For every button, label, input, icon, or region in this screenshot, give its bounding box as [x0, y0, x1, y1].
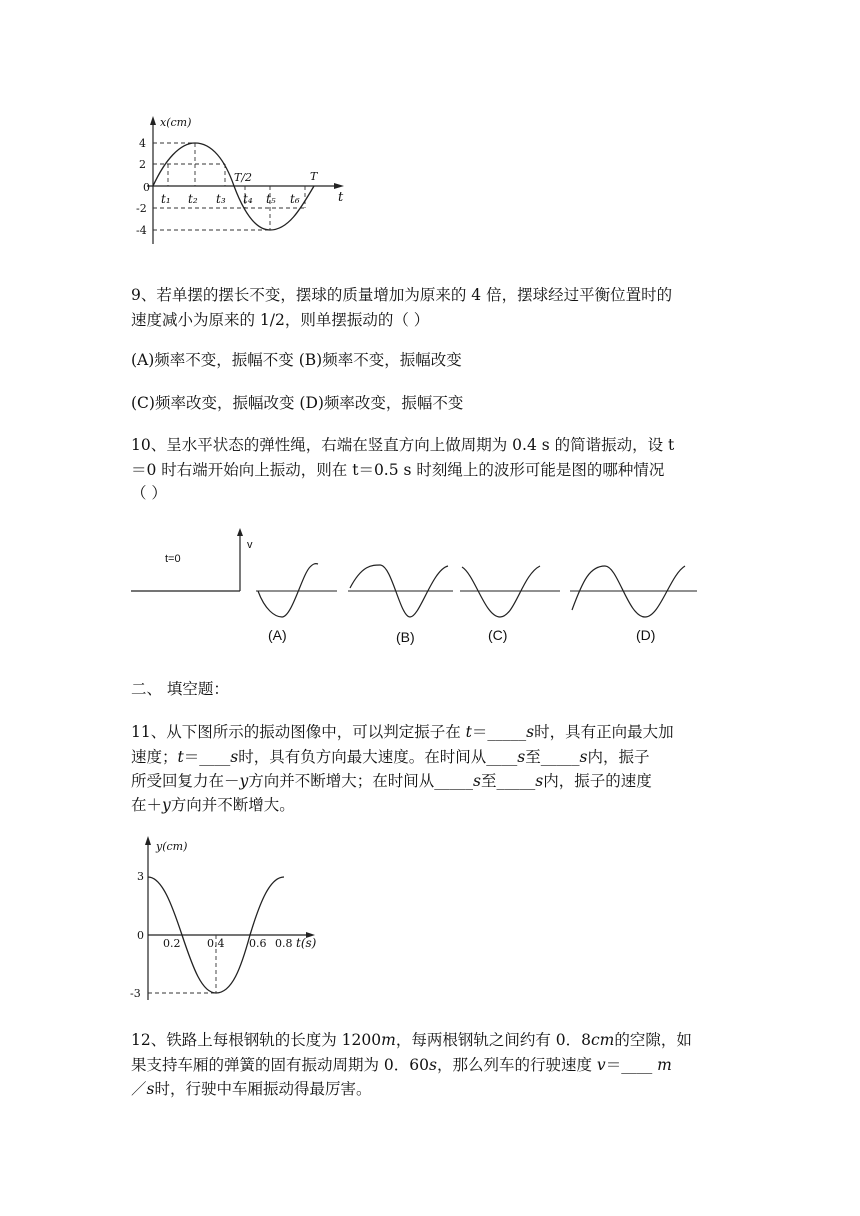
q12-text: 12、铁路上每根钢轨的长度为 1200: [131, 1031, 382, 1049]
q9-option-d: (D)频率改变，振幅不变: [299, 394, 464, 412]
q11-var-t: t: [465, 723, 472, 741]
q11-text: 11、从下图所示的振动图像中，可以判定振子在: [131, 723, 466, 741]
fig1-x-tick: t₄: [243, 192, 253, 206]
q12-text: ／: [131, 1080, 147, 1098]
q12-text: 时，行驶中车厢振动得最厉害。: [154, 1080, 372, 1098]
fig1-x-tick: t₂: [188, 192, 198, 206]
q12-line-1: [131, 1030, 692, 1050]
q11-text: 内，振子的速度: [543, 772, 652, 790]
q9-line-1: 9、若单摆的摆长不变，摆球的质量增加为原来的 4 倍，摆球经过平衡位置时的: [131, 286, 673, 304]
fig3-x-tick: 0.4: [207, 937, 225, 950]
q11-line-4: [131, 795, 295, 815]
fig3-x-tick: 0.2: [163, 937, 181, 950]
q11-var-y: y: [239, 772, 249, 790]
fig1-y-tick: 4: [139, 137, 146, 150]
q11-unit-s: s: [535, 772, 544, 790]
rope-wave-options-figure: [125, 520, 705, 650]
q9-line-2: 速度减小为原来的 1/2，则单摆振动的（ ）: [131, 311, 430, 329]
fig3-x-tick: 0.6: [249, 937, 267, 950]
q11-text: 时，具有负方向最大速度。在时间从____: [238, 748, 518, 766]
q12-unit-s: s: [429, 1056, 437, 1074]
fig2-v-label: v: [247, 539, 253, 551]
q9-option-b: (B)频率不变，振幅改变: [298, 351, 462, 369]
q11-text: 速度；: [131, 748, 178, 766]
oscillation-graph-x-t: [125, 112, 365, 252]
fig2-label-d: (D): [636, 627, 656, 643]
q11-unit-s: s: [526, 723, 535, 741]
q11-blank: ＝____: [183, 748, 231, 766]
fig1-x-tick: t₆: [290, 192, 300, 206]
q10-line-3: （ ）: [131, 484, 167, 502]
q11-blank: 方向并不断增大；在时间从_____: [248, 772, 474, 790]
fig1-x-axis-label: t: [338, 190, 344, 205]
q11-text: 在＋: [131, 796, 163, 814]
q12-blank: ＝____: [605, 1056, 658, 1074]
q11-unit-s: s: [579, 748, 588, 766]
q11-blank: ＝_____: [471, 723, 527, 741]
q12-unit-m: m: [381, 1031, 396, 1049]
fig1-x-tick: t₁: [161, 192, 171, 206]
q11-line-1: [131, 722, 674, 742]
q11-var-t: t: [177, 748, 184, 766]
fig1-half-period-label: T/2: [234, 171, 253, 184]
fig2-label-a: (A): [268, 627, 287, 643]
q9-options-row-1: [131, 350, 462, 370]
q9-option-c: (C)频率改变，振幅改变: [131, 394, 295, 412]
q11-unit-s: s: [473, 772, 482, 790]
q12-text: ，每两根钢轨之间约有 0．8: [395, 1031, 591, 1049]
fig3-y-tick: -3: [130, 987, 141, 1000]
q11-unit-s: s: [517, 748, 526, 766]
fig3-y-tick: 0: [137, 929, 144, 942]
fig3-y-tick: 3: [137, 870, 144, 883]
q12-var-v: v: [596, 1056, 606, 1074]
q11-text: 所受回复力在－: [131, 772, 240, 790]
fig1-y-tick: -2: [136, 202, 147, 215]
q9-options-row-2: [131, 393, 463, 413]
fig1-period-label: T: [310, 170, 318, 183]
q11-line-2: [131, 747, 649, 767]
fig1-y-axis-label: x(cm): [160, 116, 192, 129]
fig3-y-axis-label: y(cm): [156, 840, 188, 853]
q9-option-a: (A)频率不变，振幅不变: [131, 351, 294, 369]
q12-line-3: [131, 1079, 372, 1099]
fig1-y-tick: 0: [143, 181, 150, 194]
fig1-x-tick: t₅: [266, 192, 276, 206]
q12-text: 果支持车厢的弹簧的固有振动周期为 0．60: [131, 1056, 430, 1074]
q11-text: 时，具有正向最大加: [534, 723, 674, 741]
fig1-y-tick: -4: [136, 224, 147, 237]
q10-line-1: 10、呈水平状态的弹性绳，右端在竖直方向上做周期为 0.4 s 的简谐振动，设 t: [131, 436, 675, 454]
section-2-heading: 二、 填空题：: [131, 680, 229, 698]
q11-unit-s: s: [230, 748, 239, 766]
fig2-label-c: (C): [488, 627, 508, 643]
q12-text: 的空隙，如: [614, 1031, 692, 1049]
q10-line-2: ＝0 时右端开始向上振动，则在 t＝0.5 s 时刻绳上的波形可能是图的哪种情况: [131, 461, 665, 479]
q12-line-2: [131, 1055, 672, 1075]
q12-unit-s: s: [146, 1080, 155, 1098]
fig3-x-axis-label: t(s): [296, 936, 317, 950]
oscillation-graph-y-t: [125, 830, 345, 1005]
fig1-y-tick: 2: [139, 158, 146, 171]
q12-unit-m: m: [657, 1056, 672, 1074]
q11-blank: 至_____: [481, 772, 536, 790]
fig2-t0-label: t=0: [165, 553, 181, 565]
fig3-x-tick: 0.8: [275, 937, 293, 950]
q11-text: 内，振子: [587, 748, 650, 766]
fig1-x-tick: t₃: [216, 192, 226, 206]
fig2-label-b: (B): [396, 629, 415, 645]
q11-var-y: y: [162, 796, 171, 814]
q12-unit-cm: cm: [590, 1031, 615, 1049]
q11-blank: 至_____: [525, 748, 580, 766]
q11-line-3: [131, 771, 652, 791]
q12-text: ，那么列车的行驶速度: [436, 1056, 597, 1074]
q11-text: 方向并不断增大。: [170, 796, 295, 814]
